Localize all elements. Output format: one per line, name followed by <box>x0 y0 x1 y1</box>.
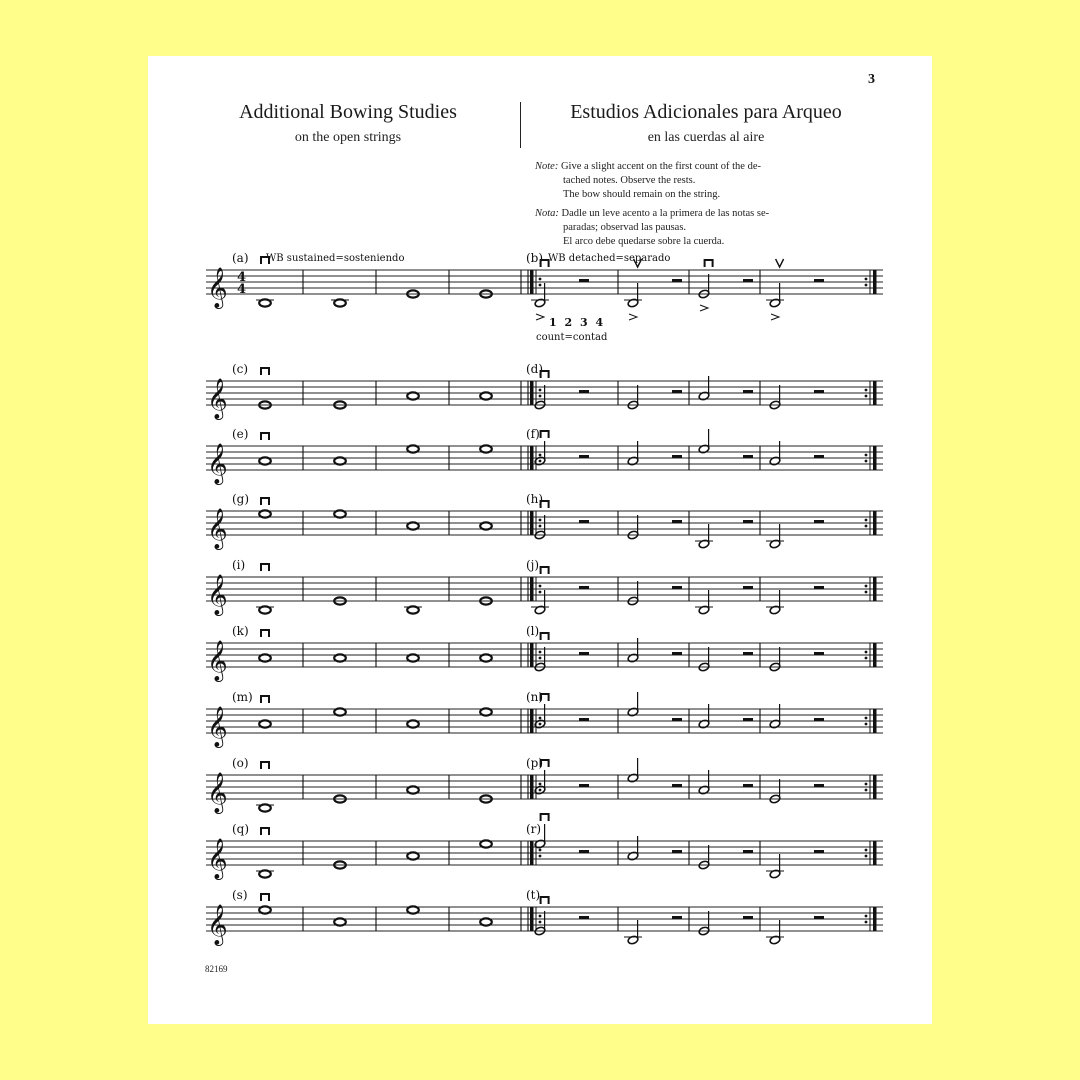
half-rest <box>743 586 753 589</box>
repeat-start-barline <box>530 709 534 733</box>
half-rest <box>579 390 589 393</box>
repeat-dot <box>865 849 868 852</box>
whole-note <box>407 522 419 529</box>
repeat-end-barline <box>873 709 877 733</box>
half-rest <box>814 520 824 523</box>
repeat-end-barline <box>873 907 877 931</box>
page-number: 3 <box>868 72 875 87</box>
accent-mark <box>536 314 544 320</box>
repeat-dot <box>539 278 542 281</box>
half-rest <box>743 455 753 458</box>
repeat-start-barline <box>530 270 534 294</box>
down-bow-icon <box>541 897 549 904</box>
half-rest <box>814 718 824 721</box>
whole-note <box>259 510 271 517</box>
note-label: Note: <box>535 161 559 172</box>
half-rest <box>743 652 753 655</box>
half-rest <box>579 586 589 589</box>
half-rest <box>814 784 824 787</box>
treble-clef-icon: 𝄞 <box>207 509 228 549</box>
down-bow-icon <box>541 633 549 640</box>
repeat-dot <box>539 525 542 528</box>
repeat-dot <box>865 519 868 522</box>
repeat-start-barline <box>530 907 534 931</box>
treble-clef-icon: 𝄞 <box>207 641 228 681</box>
exercise-label: (c) <box>232 362 249 376</box>
whole-note <box>259 870 271 877</box>
half-rest <box>814 390 824 393</box>
exercise-label: (h) <box>526 492 544 506</box>
half-rest <box>579 455 589 458</box>
accent-mark <box>629 314 637 320</box>
half-rest <box>814 586 824 589</box>
repeat-dot <box>539 789 542 792</box>
half-rest <box>743 279 753 282</box>
whole-note <box>407 786 419 793</box>
half-rest <box>672 850 682 853</box>
repeat-start-barline <box>530 643 534 667</box>
treble-clef-icon: 𝄞 <box>207 905 228 945</box>
repeat-start-barline <box>530 446 534 470</box>
half-rest <box>743 850 753 853</box>
time-signature: 4 <box>237 282 247 297</box>
exercise-label: (j) <box>526 558 540 572</box>
exercise-label: (d) <box>526 362 544 376</box>
repeat-dot <box>865 717 868 720</box>
repeat-dot <box>865 789 868 792</box>
exercise-label: (b) <box>526 251 544 265</box>
repeat-end-barline <box>873 270 877 294</box>
repeat-dot <box>865 783 868 786</box>
repeat-dot <box>539 717 542 720</box>
half-rest <box>672 586 682 589</box>
down-bow-icon <box>261 696 269 703</box>
half-rest <box>672 784 682 787</box>
repeat-dot <box>539 855 542 858</box>
half-rest <box>672 652 682 655</box>
repeat-dot <box>865 723 868 726</box>
down-bow-icon <box>261 894 269 901</box>
down-bow-icon <box>261 762 269 769</box>
note-line: paradas; observad las pausas. <box>563 222 687 233</box>
repeat-dot <box>539 284 542 287</box>
subtitle-spanish: en las cuerdas al aire <box>647 130 765 145</box>
down-bow-icon <box>261 564 269 571</box>
treble-clef-icon: 𝄞 <box>207 575 228 615</box>
repeat-dot <box>865 454 868 457</box>
whole-note <box>480 522 492 529</box>
whole-note <box>259 906 271 913</box>
half-rest <box>743 784 753 787</box>
half-rest <box>743 916 753 919</box>
repeat-dot <box>539 389 542 392</box>
exercise-label: (t) <box>526 888 541 902</box>
down-bow-icon <box>541 431 549 438</box>
whole-note <box>334 510 346 517</box>
down-bow-icon <box>705 260 713 267</box>
note-line: The bow should remain on the string. <box>563 189 721 200</box>
repeat-dot <box>865 284 868 287</box>
note-line: Give a slight accent on the first count of the de- <box>560 161 761 172</box>
half-rest <box>672 390 682 393</box>
exercise-label: (e) <box>232 427 249 441</box>
whole-note <box>334 708 346 715</box>
treble-clef-icon: 𝄞 <box>207 707 228 747</box>
exercise-label: (k) <box>232 624 249 638</box>
half-rest <box>814 916 824 919</box>
repeat-dot <box>865 389 868 392</box>
down-bow-icon <box>261 498 269 505</box>
whole-note <box>407 906 419 913</box>
half-rest <box>814 455 824 458</box>
half-rest <box>579 652 589 655</box>
exercise-label: (o) <box>232 756 249 770</box>
repeat-dot <box>865 921 868 924</box>
repeat-end-barline <box>873 511 877 535</box>
down-bow-icon <box>541 567 549 574</box>
exercise-label: (a) <box>232 251 249 265</box>
whole-note <box>480 445 492 452</box>
half-rest <box>672 718 682 721</box>
exercise-label: (p) <box>526 756 544 770</box>
repeat-dot <box>539 783 542 786</box>
repeat-end-barline <box>873 643 877 667</box>
half-rest <box>814 652 824 655</box>
repeat-start-barline <box>530 775 534 799</box>
whole-note <box>334 457 346 464</box>
whole-note <box>334 918 346 925</box>
exercise-label: (i) <box>232 558 246 572</box>
half-rest <box>672 279 682 282</box>
repeat-dot <box>539 460 542 463</box>
whole-note <box>259 720 271 727</box>
whole-note <box>407 606 419 613</box>
half-rest <box>743 390 753 393</box>
repeat-dot <box>539 591 542 594</box>
exercise-label: (r) <box>526 822 542 836</box>
whole-note <box>480 918 492 925</box>
time-signature: 4 <box>237 270 247 285</box>
half-rest <box>743 520 753 523</box>
note-line: El arco debe quedarse sobre la cuerda. <box>563 236 725 247</box>
whole-note <box>259 654 271 661</box>
whole-note <box>480 392 492 399</box>
treble-clef-icon: 𝄞 <box>207 444 228 484</box>
bowing-marking: WB sustained=sosteniendo <box>266 253 405 264</box>
music-score <box>148 56 932 1024</box>
half-rest <box>579 850 589 853</box>
count-label: count=contad <box>536 332 608 343</box>
half-rest <box>672 455 682 458</box>
repeat-dot <box>865 395 868 398</box>
exercise-label: (g) <box>232 492 250 506</box>
subtitle-english: on the open strings <box>294 130 402 145</box>
repeat-dot <box>865 915 868 918</box>
repeat-end-barline <box>873 577 877 601</box>
repeat-end-barline <box>873 381 877 405</box>
repeat-dot <box>865 651 868 654</box>
half-rest <box>579 520 589 523</box>
treble-clef-icon: 𝄞 <box>207 839 228 879</box>
half-rest <box>579 718 589 721</box>
whole-note <box>407 445 419 452</box>
down-bow-icon <box>261 828 269 835</box>
down-bow-icon <box>261 433 269 440</box>
repeat-dot <box>539 395 542 398</box>
repeat-dot <box>865 657 868 660</box>
repeat-dot <box>539 915 542 918</box>
repeat-dot <box>539 651 542 654</box>
whole-note <box>407 392 419 399</box>
title-english: Additional Bowing Studies <box>239 101 457 123</box>
half-rest <box>743 718 753 721</box>
note-line: tached notes. Observe the rests. <box>563 175 696 186</box>
repeat-dot <box>865 585 868 588</box>
exercise-label: (q) <box>232 822 250 836</box>
down-bow-icon <box>261 368 269 375</box>
repeat-end-barline <box>873 775 877 799</box>
whole-note <box>480 840 492 847</box>
exercise-label: (n) <box>526 690 544 704</box>
half-rest <box>672 916 682 919</box>
repeat-dot <box>865 460 868 463</box>
whole-note <box>334 654 346 661</box>
whole-note <box>259 606 271 613</box>
whole-note <box>480 654 492 661</box>
exercise-label: (m) <box>232 690 253 704</box>
repeat-start-barline <box>530 381 534 405</box>
repeat-dot <box>865 525 868 528</box>
sheet-page <box>148 56 932 1024</box>
whole-note <box>480 708 492 715</box>
half-rest <box>672 520 682 523</box>
half-rest <box>814 850 824 853</box>
footer-code: 82169 <box>205 964 228 974</box>
half-rest <box>814 279 824 282</box>
down-bow-icon <box>261 630 269 637</box>
whole-note <box>407 852 419 859</box>
whole-note <box>259 457 271 464</box>
note-label: Nota: <box>535 208 559 219</box>
count-numbers: 1 2 3 4 <box>549 316 606 329</box>
half-rest <box>579 916 589 919</box>
title-spanish: Estudios Adicionales para Arqueo <box>570 101 842 123</box>
repeat-end-barline <box>873 841 877 865</box>
repeat-dot <box>539 585 542 588</box>
exercise-label: (s) <box>232 888 248 902</box>
repeat-dot <box>539 454 542 457</box>
accent-mark <box>771 314 779 320</box>
repeat-dot <box>539 657 542 660</box>
repeat-dot <box>539 849 542 852</box>
whole-note <box>407 720 419 727</box>
repeat-dot <box>865 278 868 281</box>
treble-clef-icon: 𝄞 <box>207 773 228 813</box>
up-bow-icon <box>776 259 784 267</box>
accent-mark <box>700 305 708 311</box>
repeat-dot <box>539 723 542 726</box>
treble-clef-icon: 𝄞 <box>207 379 228 419</box>
exercise-label: (f) <box>526 427 540 441</box>
repeat-end-barline <box>873 446 877 470</box>
exercise-label: (l) <box>526 624 540 638</box>
repeat-dot <box>539 921 542 924</box>
down-bow-icon <box>541 814 549 821</box>
whole-note <box>407 654 419 661</box>
repeat-start-barline <box>530 841 534 865</box>
whole-note <box>259 804 271 811</box>
repeat-dot <box>539 519 542 522</box>
whole-note <box>334 299 346 306</box>
whole-note <box>259 299 271 306</box>
repeat-start-barline <box>530 511 534 535</box>
bowing-marking: WB detached=separado <box>548 253 671 264</box>
note-line: Dadle un leve acento a la primera de las notas se- <box>561 208 770 219</box>
treble-clef-icon: 𝄞 <box>207 268 228 308</box>
half-rest <box>579 784 589 787</box>
repeat-dot <box>865 855 868 858</box>
half-rest <box>579 279 589 282</box>
repeat-dot <box>865 591 868 594</box>
repeat-start-barline <box>530 577 534 601</box>
